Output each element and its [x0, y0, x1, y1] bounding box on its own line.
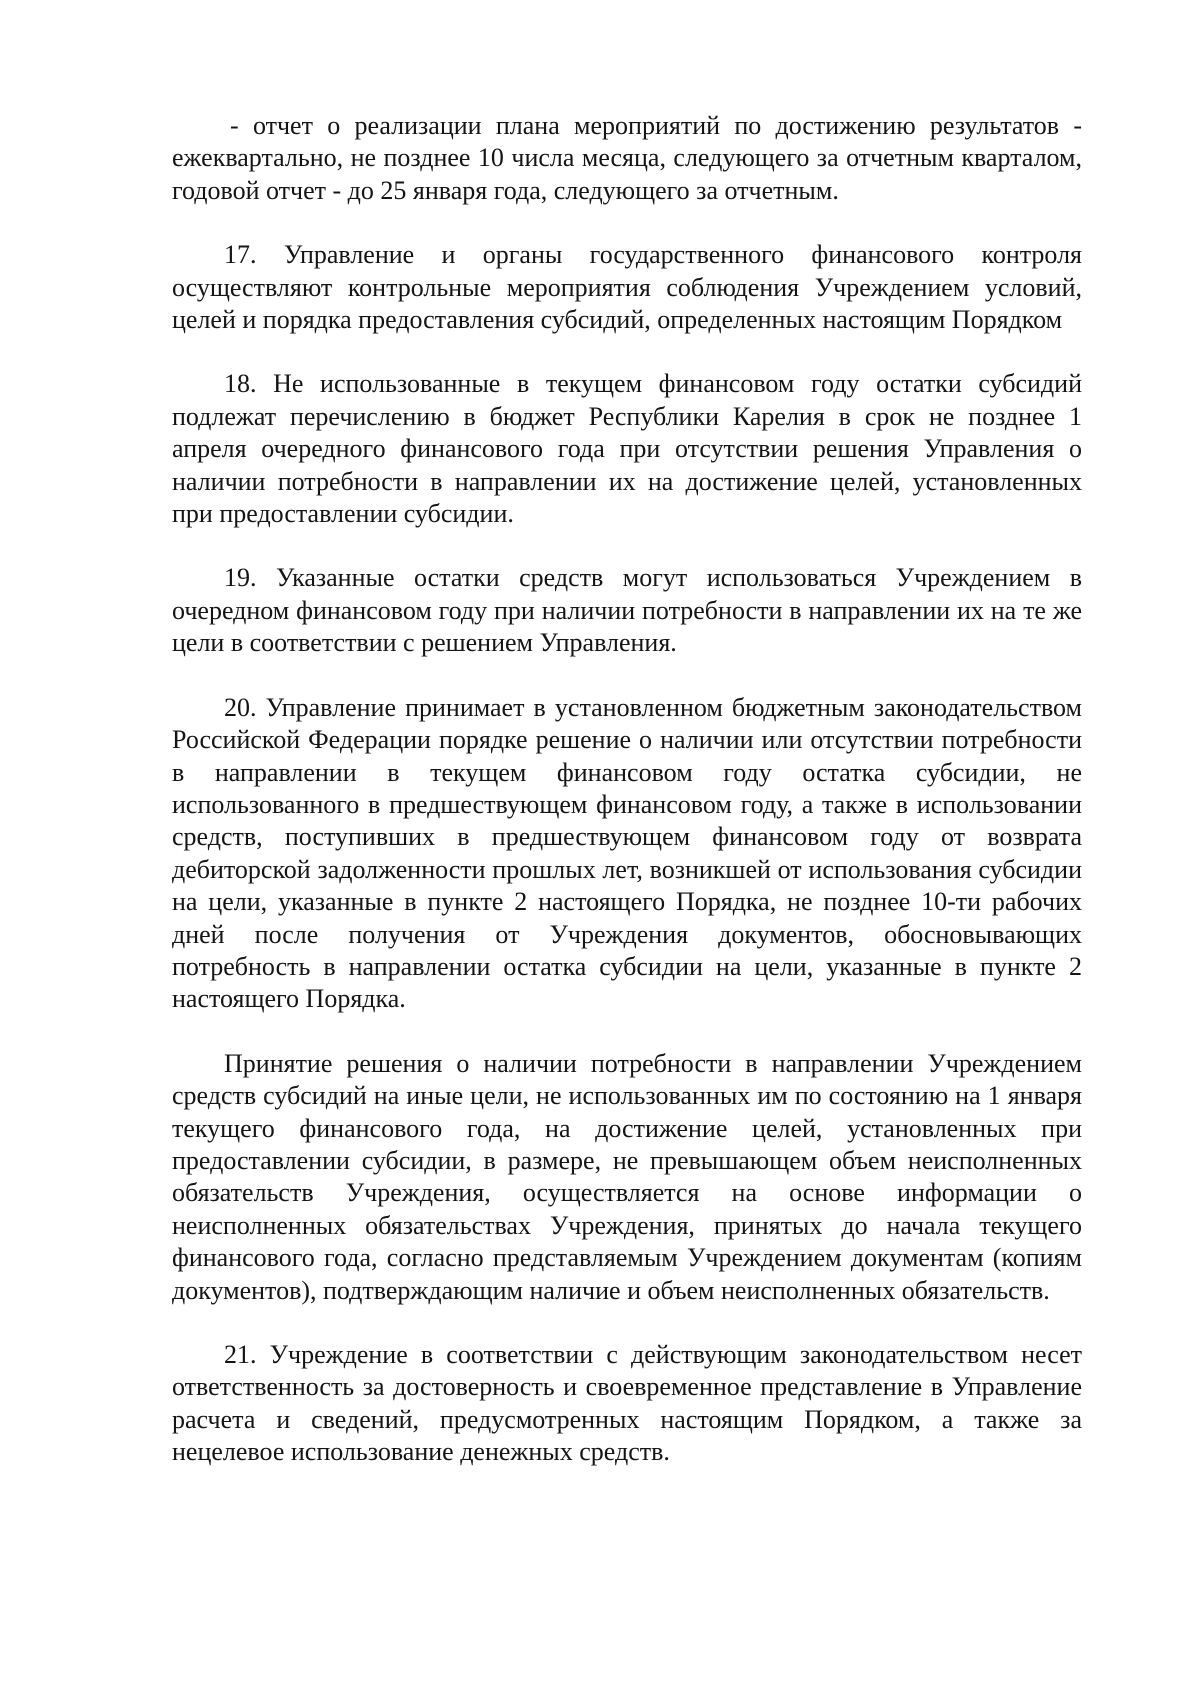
paragraph-21: 21. Учреждение в соответствии с действующим законодательством несет ответственность за достоверность и своевременное представление в Управление расчета и сведений, предусмотренных настоящим Порядком, а также за нецелевое использование денежных средств. [172, 1340, 1082, 1467]
paragraph-quarterly-report: - отчет о реализации плана мероприятий по достижению результатов - ежеквартально, не позднее 10 числа месяца, следующего за отчетным кварталом, годовой отчет - до 25 января года, следующего за отчетным. [172, 111, 1082, 205]
paragraph-19: 19. Указанные остатки средств могут использоваться Учреждением в очередном финансовом году при наличии потребности в направлении их на те же цели в соответствии с решением Управления. [172, 563, 1082, 658]
paragraph-17: 17. Управление и органы государственного финансового контроля осуществляют контрольные мероприятия соблюдения Учреждением условий, целей и порядка предоставления субсидий, определенных настоящим Порядком [172, 240, 1082, 335]
paragraph-20: 20. Управление принимает в установленном бюджетным законодательством Российской Федерации порядке решение о наличии или отсутствии потребности в направлении в текущем финансовом году остатка субсидии, не использованного в предшествующем финансовом году, а также в использовании средств, поступивших в предшествующем финансовом году от возврата дебиторской задолженности прошлых лет, возникшей от использования субсидии на цели, указанные в пункте 2 настоящего Порядка, не позднее 10-ти рабочих дней после получения от Учреждения документов, обосновывающих потребность в направлении остатка субсидии на цели, указанные в пункте 2 настоящего Порядка. [172, 692, 1082, 1014]
paragraph-18: 18. Не использованные в текущем финансовом году остатки субсидий подлежат перечислению в бюджет Республики Карелия в срок не позднее 1 апреля очередного финансового года при отсутствии решения Управления о наличии потребности в направлении их на достижение целей, установленных при предоставлении субсидии. [172, 369, 1082, 529]
paragraph-decision-adoption: Принятие решения о наличии потребности в направлении Учреждением средств субсидий на иные цели, не использованных им по состоянию на 1 января текущего финансового года, на достижение целей, установленных при предоставлении субсидии, в размере, не превышающем объем неисполненных обязательств Учреждения, осуществляется на основе информации о неисполненных обязательствах Учреждения, принятых до начала текущего финансового года, согласно представляемым Учреждением документам (копиям документов), подтверждающим наличие и объем неисполненных обязательств. [172, 1048, 1082, 1305]
